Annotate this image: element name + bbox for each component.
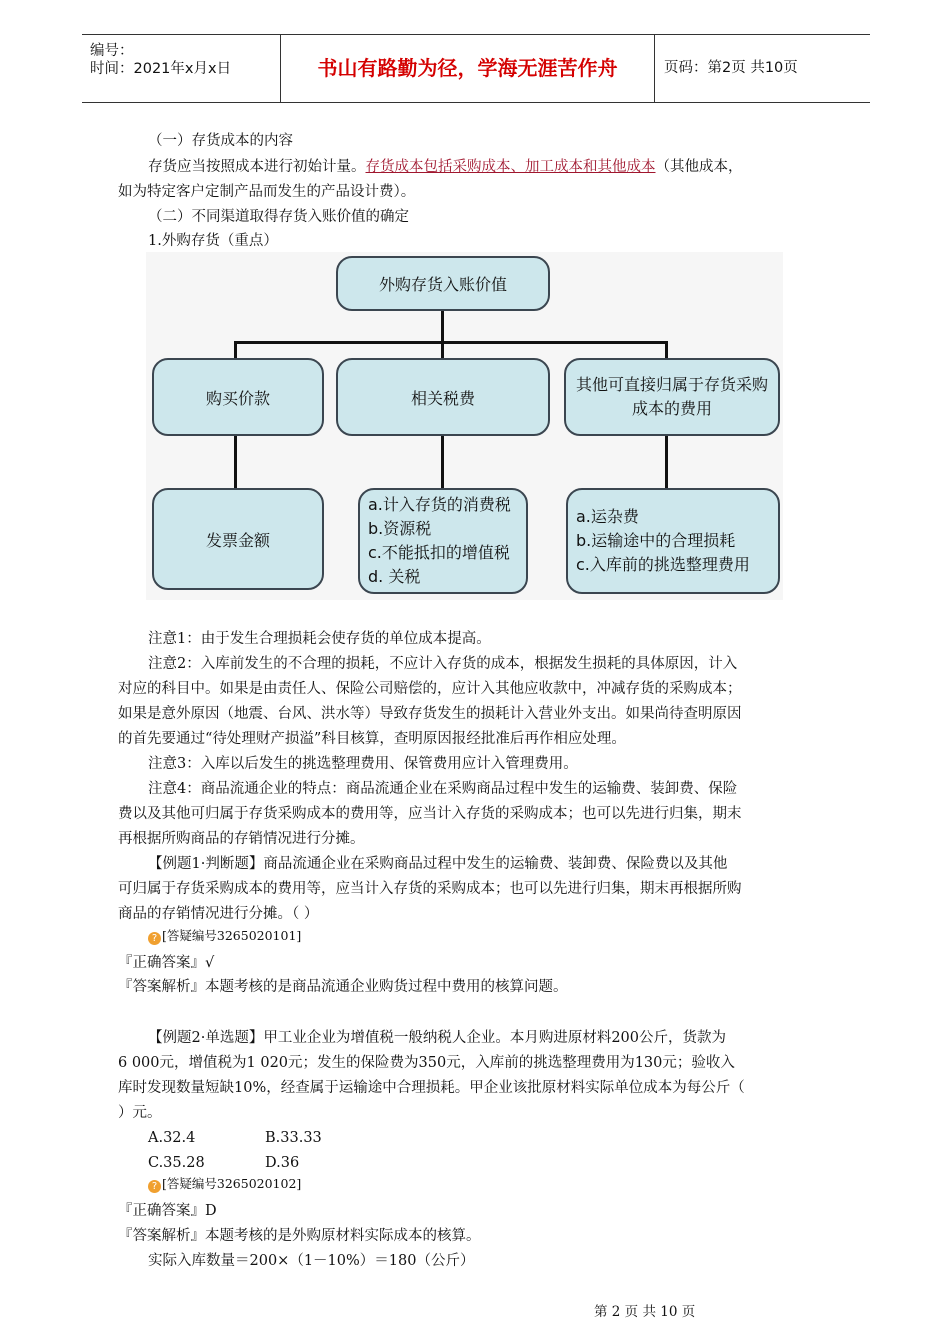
example2-line: 【例题2·单选题】甲工业企业为增值税一般纳税人企业。本月购进原材料200公斤，货款为: [148, 1030, 727, 1046]
branch-taxes: 相关税费: [336, 358, 550, 436]
example2-analysis: 『答案解析』本题考核的是外购原材料实际成本的核算。: [118, 1228, 481, 1244]
section1-paragraph-line2: 如为特定客户定制产品而发生的产品设计费）。: [118, 184, 416, 200]
example2-line: ）元。: [118, 1105, 162, 1121]
question-icon: ?: [148, 1180, 161, 1193]
header-meta-cell: [82, 35, 281, 102]
option-d: D.36: [265, 1155, 300, 1171]
motto: 书山有路勤为径，学海无涯苦作舟: [281, 35, 655, 102]
question-icon: ?: [148, 932, 161, 945]
section2-title: （二）不同渠道取得存货入账价值的确定: [148, 209, 409, 225]
tax-item: c.不能抵扣的增值税: [368, 543, 510, 562]
wire-root-down: [441, 310, 444, 342]
wire-to-branch2: [441, 341, 444, 359]
option-b: B.33.33: [265, 1130, 322, 1146]
example1-line: 商品的存销情况进行分摊。（ ）: [118, 906, 319, 922]
option-a: A.32.4: [148, 1130, 196, 1146]
branch-other-costs: 其他可直接归属于存货采购成本的费用: [564, 358, 780, 436]
tax-item: d. 关税: [368, 567, 421, 586]
subsection-title: 1.外购存货（重点）: [148, 233, 278, 249]
note-line: 费以及其他可归属于存货采购成本的费用等，应当计入存货的采购成本；也可以先进行归集，期末: [118, 806, 742, 822]
branch-purchase-price: 购买价款: [152, 358, 324, 436]
page-header: [82, 34, 870, 103]
note-line: 再根据所购商品的存销情况进行分摊。: [118, 831, 365, 847]
p1-prefix: 存货应当按照成本进行初始计量。: [148, 159, 366, 175]
p1-suffix: （其他成本，: [655, 159, 743, 175]
number-label: 编号：: [90, 43, 134, 59]
cost-item: b.运输途中的合理损耗: [576, 531, 736, 550]
wire-to-branch3: [665, 341, 668, 359]
tax-item: a.计入存货的消费税: [368, 495, 511, 514]
qa-code: [答疑编号3265020101]: [162, 928, 302, 943]
tax-item: b.资源税: [368, 519, 432, 538]
example2-line: 库时发现数量短缺10%，经查属于运输途中合理损耗。甲企业该批原材料实际单位成本为每公斤（: [118, 1080, 745, 1096]
example1-line: 【例题1·判断题】商品流通企业在采购商品过程中发生的运输费、装卸费、保险费以及其他: [148, 856, 728, 872]
cost-item: c.入库前的挑选整理费用: [576, 555, 750, 574]
wire-branch2-child: [441, 435, 444, 489]
time-label: 时间：2021年x月x日: [90, 61, 232, 77]
section1-title: （一）存货成本的内容: [148, 133, 293, 149]
example1-analysis: 『答案解析』本题考核的是商品流通企业购货过程中费用的核算问题。: [118, 979, 568, 995]
example1-qa-link[interactable]: [148, 926, 301, 946]
diagram-root: 外购存货入账价值: [336, 256, 550, 311]
qa-code: [答疑编号3265020102]: [162, 1176, 302, 1191]
cost-diagram: [146, 252, 783, 600]
wire-to-branch1: [234, 341, 237, 359]
note-line: 注意3：入库以后发生的挑选整理费用、保管费用应计入管理费用。: [148, 756, 578, 772]
example1-line: 可归属于存货采购成本的费用等，应当计入存货的采购成本；也可以先进行归集，期末再根据所购: [118, 881, 742, 897]
note-line: 注意4：商品流通企业的特点：商品流通企业在采购商品过程中发生的运输费、装卸费、保险: [148, 781, 738, 797]
cost-item: a.运杂费: [576, 507, 639, 526]
example2-line: 6 000元，增值税为1 020元；发生的保险费为350元，入库前的挑选整理费用为130元；验收入: [118, 1055, 735, 1071]
child-taxes-list: [358, 488, 528, 594]
option-c: C.35.28: [148, 1155, 205, 1171]
wire-horizontal: [234, 341, 666, 344]
wire-branch3-child: [665, 435, 668, 489]
note-line: 如果是意外原因（地震、台风、洪水等）导致存货发生的损耗计入营业外支出。如果尚待查明原因: [118, 706, 742, 722]
wire-branch1-child: [234, 435, 237, 489]
note-line: 的首先要通过“待处理财产损溢”科目核算，查明原因报经批准后再作相应处理。: [118, 731, 626, 747]
note-line: 对应的科目中。如果是由责任人、保险公司赔偿的，应计入其他应收款中，冲减存货的采购成本；: [118, 681, 742, 697]
example1-answer: 『正确答案』√: [118, 955, 215, 971]
note-line: 注意1：由于发生合理损耗会使存货的单位成本提高。: [148, 631, 491, 647]
p1-highlight: 存货成本包括采购成本、加工成本和其他成本: [365, 159, 656, 175]
child-invoice-amount: 发票金额: [152, 488, 324, 590]
section1-paragraph-line1: [148, 157, 743, 177]
example2-qa-link[interactable]: [148, 1174, 301, 1194]
child-other-costs-list: [566, 488, 780, 594]
note-line: 注意2：入库前发生的不合理的损耗，不应计入存货的成本，根据发生损耗的具体原因，计入: [148, 656, 738, 672]
example2-answer: 『正确答案』D: [118, 1203, 217, 1219]
example2-calculation: 实际入库数量＝200×（1－10%）＝180（公斤）: [148, 1253, 475, 1269]
page-footer: 第 2 页 共 10 页: [594, 1304, 696, 1320]
header-page-info: 页码：第2页 共10页: [664, 60, 798, 76]
